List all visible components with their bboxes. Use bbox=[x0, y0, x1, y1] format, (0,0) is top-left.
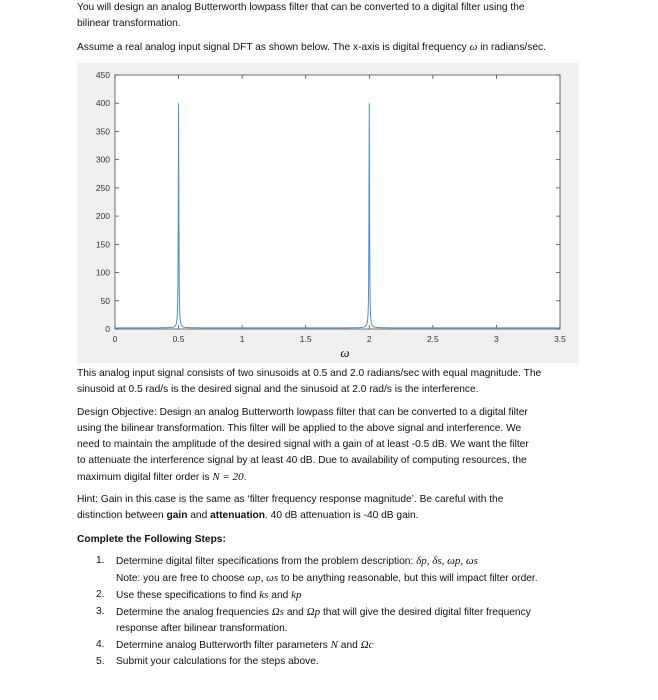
step-number: 2. bbox=[96, 589, 105, 600]
para2-line-1: Design Objective: Design an analog Butterworth lowpass filter that can be converted to a digital filter bbox=[77, 407, 528, 418]
steps-heading: Complete the Following Steps: bbox=[77, 534, 226, 545]
step-item bbox=[96, 587, 596, 604]
x-tick-label: 3 bbox=[494, 334, 499, 344]
y-tick-label: 150 bbox=[95, 239, 110, 250]
hint-line-2a: distinction between bbox=[77, 510, 167, 521]
hint-line-2b: and bbox=[187, 510, 211, 521]
step-item bbox=[96, 654, 596, 670]
x-tick-label: 1.5 bbox=[299, 334, 312, 344]
intro-line-1: You will design an analog Butterworth lowpass filter that can be converted to a digital filter using the bbox=[77, 2, 525, 13]
hint-line-2c: . 40 dB attenuation is -40 dB gain. bbox=[265, 510, 419, 521]
step-2-text: Use these specifications to find bbox=[116, 590, 260, 601]
x-tick-label: 0 bbox=[112, 334, 118, 344]
y-tick-label: 250 bbox=[95, 182, 110, 193]
y-tick-label: 400 bbox=[95, 98, 110, 109]
step-item bbox=[96, 637, 596, 654]
y-tick-label: 450 bbox=[95, 70, 110, 80]
step-1-note-math: ωp, ωs bbox=[247, 572, 279, 584]
step-1-note-prefix: Note: you are free to choose bbox=[116, 573, 248, 584]
y-tick-label: 0 bbox=[105, 324, 110, 334]
para2-line-4: to attenuate the interference signal by at least 40 dB. Due to availability of computing resources, the bbox=[77, 455, 527, 466]
signal-description bbox=[77, 366, 577, 398]
step-number: 5. bbox=[96, 656, 105, 667]
step-2-math-ks: ks bbox=[259, 589, 269, 601]
x-tick-label: 2 bbox=[366, 334, 372, 344]
gain-word: gain bbox=[166, 510, 188, 521]
para1-line-1: This analog input signal consists of two sinusoids at 0.5 and 2.0 radians/sec with equal magnitude. The bbox=[77, 368, 542, 379]
step-item bbox=[96, 553, 596, 587]
step-1-note-suffix: to be anything reasonable, but this will impact filter order. bbox=[278, 573, 538, 584]
step-3-mid: and bbox=[284, 607, 307, 618]
steps-list bbox=[96, 553, 596, 670]
step-number: 4. bbox=[96, 639, 105, 650]
para2-line-5-prefix: maximum digital filter order is bbox=[77, 472, 213, 483]
intro-line-2: bilinear transformation. bbox=[77, 18, 181, 29]
y-tick-label: 350 bbox=[95, 126, 110, 137]
y-tick-label: 200 bbox=[95, 211, 110, 222]
step-3-math-omega-p: Ωp bbox=[306, 606, 321, 618]
assume-paragraph bbox=[77, 39, 577, 56]
attenuation-word: attenuation bbox=[210, 510, 266, 521]
step-number: 1. bbox=[96, 555, 105, 566]
assume-suffix: in radians/sec. bbox=[477, 42, 546, 53]
para1-line-2: sinusoid at 0.5 rad/s is the desired signal and the sinusoid at 2.0 rad/s is the interference. bbox=[77, 384, 479, 395]
step-3-suffix: that will give the desired digital filter frequency bbox=[320, 607, 531, 618]
plot-area bbox=[115, 75, 560, 329]
step-3-math-omega-s: Ωs bbox=[271, 606, 284, 618]
para2-line-2: using the bilinear transformation. This filter will be applied to the above signal and interference. We bbox=[77, 423, 522, 434]
step-number: 3. bbox=[96, 606, 105, 617]
step-4-math-n: N bbox=[330, 639, 338, 651]
filter-order-math: N = 20 bbox=[212, 471, 244, 483]
y-tick-label: 100 bbox=[95, 267, 110, 278]
step-1-math: δp, δs, ωp, ωs bbox=[416, 555, 478, 567]
x-tick-label: 2.5 bbox=[426, 334, 439, 344]
step-3-text: Determine the analog frequencies bbox=[116, 607, 272, 618]
step-3-line-2: response after bilinear transformation. bbox=[116, 623, 288, 634]
para2-line-3: need to maintain the amplitude of the desired signal with a gain of at least -0.5 dB. We want the filter bbox=[77, 439, 529, 450]
dft-chart bbox=[77, 63, 579, 363]
omega-symbol: ω bbox=[469, 41, 478, 53]
step-4-mid: and bbox=[337, 640, 361, 651]
step-1-text: Determine digital filter specifications from the problem description: bbox=[116, 556, 417, 567]
x-tick-label: 1 bbox=[239, 334, 245, 344]
assume-prefix: Assume a real analog input signal DFT as shown below. The x-axis is digital frequency bbox=[77, 42, 470, 53]
x-tick-label: 3.5 bbox=[554, 334, 566, 344]
y-tick-label: 50 bbox=[100, 295, 110, 306]
step-item bbox=[96, 604, 596, 637]
intro-paragraph bbox=[77, 0, 577, 32]
para2-line-5-suffix: . bbox=[243, 472, 247, 483]
design-objective bbox=[77, 405, 577, 486]
step-4-math-omega-c: Ωc bbox=[360, 639, 374, 651]
step-5-text: Submit your calculations for the steps above. bbox=[116, 656, 319, 667]
hint-line-1: Hint: Gain in this case is the same as ‘filter frequency response magnitude’. Be careful with the bbox=[77, 494, 504, 505]
step-2-mid: and bbox=[268, 590, 292, 601]
y-tick-label: 300 bbox=[95, 154, 110, 165]
step-2-math-kp: kp bbox=[291, 589, 302, 601]
x-axis-label: ω bbox=[340, 345, 350, 360]
hint-paragraph bbox=[77, 492, 577, 524]
x-tick-label: 0.5 bbox=[172, 334, 185, 344]
step-4-text: Determine analog Butterworth filter parameters bbox=[116, 640, 331, 651]
